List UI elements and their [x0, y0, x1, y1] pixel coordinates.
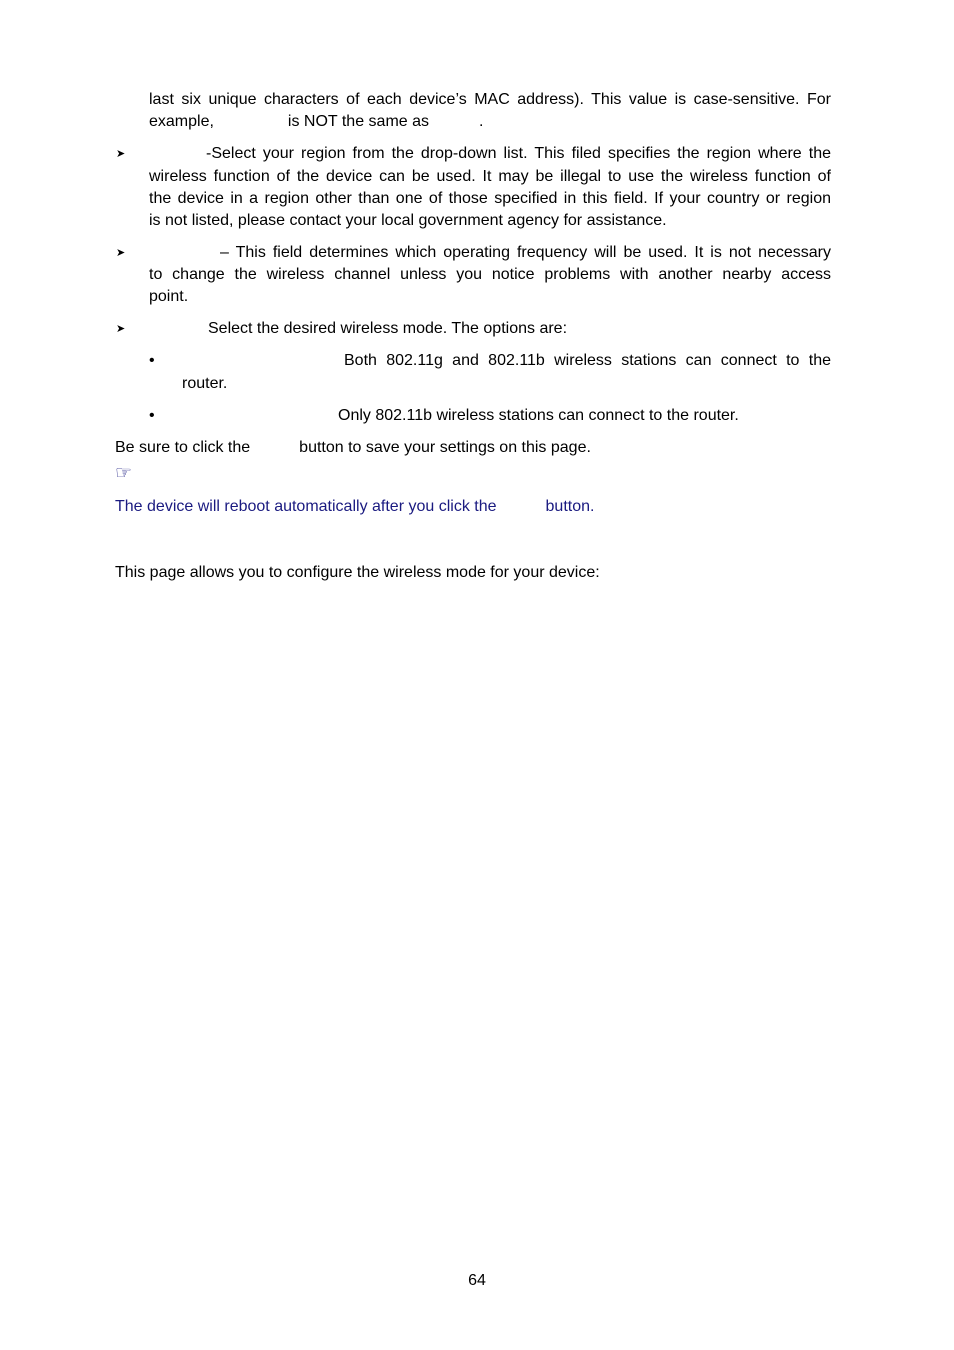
note-text — [115, 496, 594, 518]
arrow-bullet-icon: ➤ — [116, 323, 126, 335]
channel-line2: to change the wireless channel unless you notice problems with another nearby access — [149, 266, 831, 283]
mac-text-line1: last six unique characters of each device’s MAC address). This value is case-sensitive. For — [149, 91, 831, 108]
bullet-dot-icon: • — [149, 407, 155, 424]
mac-period: . — [479, 113, 484, 130]
mode-option1-line2: router. — [182, 375, 228, 392]
bullet-dot-icon: • — [149, 352, 155, 369]
mode-option1-line1: Both 802.11g and 802.11b wireless stations can connect to the — [344, 352, 831, 369]
channel-line3: point. — [149, 288, 189, 305]
channel-line1: – This field determines which operating frequency will be used. It is not necessary — [220, 244, 831, 261]
mode-intro: Select the desired wireless mode. The options are: — [208, 320, 568, 337]
save-sentence — [115, 437, 591, 459]
pointing-hand-icon: ☞ — [115, 463, 133, 484]
save-sentence-end: button to save your settings on this page. — [299, 439, 591, 456]
mac-example-label: example, — [149, 113, 214, 130]
region-line4: is not listed, please contact your local government agency for assistance. — [149, 212, 667, 229]
page-number: 64 — [468, 1272, 486, 1289]
wireless-mode-intro: This page allows you to configure the wireless mode for your device: — [115, 564, 600, 581]
mac-not-same-text: is NOT the same as — [287, 113, 430, 130]
mode-option2: Only 802.11b wireless stations can connect to the router. — [338, 407, 739, 424]
arrow-bullet-icon: ➤ — [116, 148, 126, 160]
region-line1: -Select your region from the drop-down list. This filed specifies the region where the — [206, 145, 831, 162]
mac-text-line2 — [149, 111, 483, 133]
arrow-bullet-icon: ➤ — [116, 247, 126, 259]
note-text-end: button. — [545, 498, 595, 515]
note-text-start: The device will reboot automatically after you click the — [115, 498, 497, 515]
region-line2: wireless function of the device can be used. It may be illegal to use the wireless function of — [149, 168, 831, 185]
save-sentence-start: Be sure to click the — [115, 439, 251, 456]
region-line3: the device in a region other than one of those specified in this field. If your country or region — [149, 190, 831, 207]
